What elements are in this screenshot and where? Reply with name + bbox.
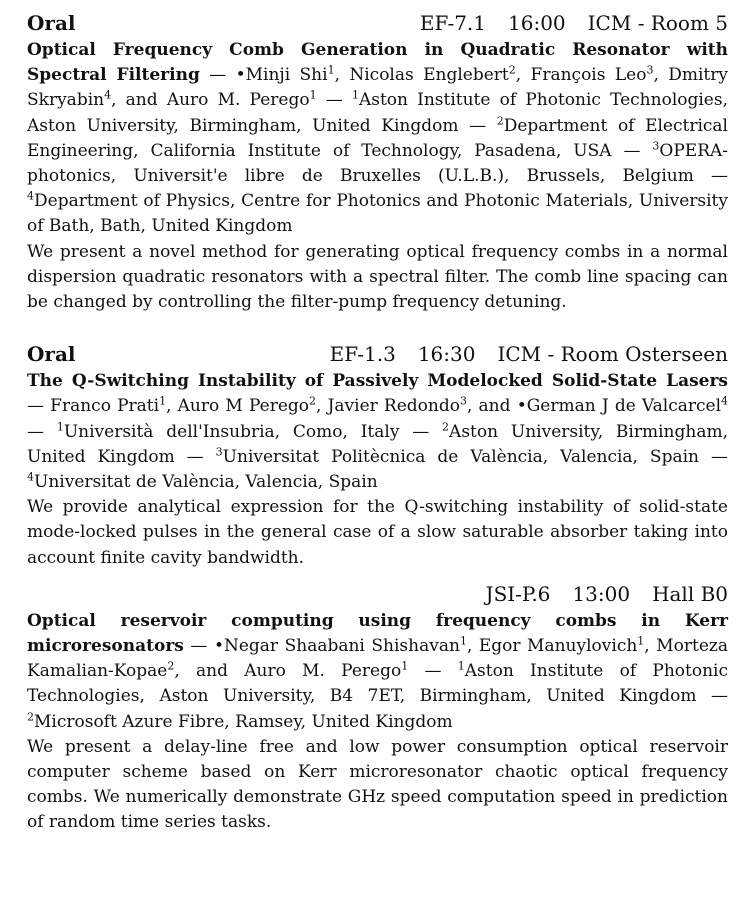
author: François Leo$^3$ [530, 63, 654, 86]
affiliation: $^2$Aston University, Birmingham, United Kingdom [27, 419, 728, 467]
affiliation: $^2$Microsoft Azure Fibre, Ramsey, United Kingdom [27, 710, 453, 732]
talk-abstract: We present a delay-line free and low power consumption optical reservoir computer scheme based on Kerr microresonator chaotic optical frequency combs. We numerically demonstrate GHz speed computation speed in prediction of random time series tasks. [27, 736, 728, 833]
session-location: Hall B0 [652, 581, 728, 606]
affiliation: $^3$OPERA-photonics, Universit'e libre de Bruxelles (U.L.B.), Brussels, Belgium [27, 139, 729, 187]
talk-meta [27, 579, 728, 609]
talk-header: Optical reservoir computing using frequency combs in Kerr microresonators — •Negar Shaabani Shishavan$^1$, Egor Manuylovich$^1$, Morteza Kamalian-Kopae$^2$, and Auro M. Perego$^1$ — $^1$Aston Institute of Photonic Technologies, Aston University, B4 7ET, Birmingham, United Kingdom — $^2$Microsoft Azure Fibre, Ramsey, United Kingdom [27, 610, 729, 732]
author: Auro M Perego$^2$ [177, 394, 317, 417]
session-time: 16:30 [417, 342, 476, 367]
author: •Negar Shaabani Shishavan$^1$ [213, 634, 467, 657]
talk-title: Optical Frequency Comb Generation in Quadratic Resonator with Spectral Filtering [27, 40, 728, 86]
session-type: Oral [27, 11, 76, 35]
session-type: Oral [27, 342, 76, 367]
author: •German J de Valcarcel$^4$ [516, 394, 729, 417]
talk-header: The Q-Switching Instability of Passively Modelocked Solid-State Lasers — Franco Prati$^1$, Auro M Perego$^2$, Javier Redondo$^3$, and •German J de Valcarcel$^4$ — $^1$Università dell'Insubria, Como, Italy — $^2$Aston University, Birmingham, United Kingdom — $^3$Universitat Politècnica de València, Valencia, Spain — $^4$Universitat de València, Valencia, Spain [27, 371, 729, 493]
talk-entry [27, 339, 728, 571]
talk-abstract: We provide analytical expression for the Q-switching instability of solid-state mode-locked pulses in the general case of a slow saturable absorber taking into account finite cavity bandwidth. [27, 497, 728, 568]
author: Nicolas Englebert$^2$ [349, 63, 516, 86]
session-time: 16:00 [508, 11, 566, 35]
affiliation: $^4$Universitat de València, Valencia, Spain [27, 470, 378, 493]
affiliation: $^3$Universitat Politècnica de València, Valencia, Spain [215, 445, 699, 467]
session-code: EF-7.1 [419, 11, 487, 35]
session-location: ICM - Room Osterseen [497, 342, 728, 367]
session-code: EF-1.3 [329, 342, 396, 367]
session-location: ICM - Room 5 [587, 11, 728, 35]
affiliation: $^1$Aston Institute of Photonic Technologies, Aston University, B4 7ET, Birmingham, United Kingdom [27, 659, 728, 707]
talk-title: Optical reservoir computing using frequency combs in Kerr microresonators [27, 610, 728, 657]
talk-entry [27, 579, 728, 836]
affiliation: $^1$Università dell'Insubria, Como, Italy [56, 419, 400, 442]
author: Auro M. Perego$^1$ [244, 659, 409, 682]
talk-meta [27, 339, 728, 369]
affiliation: $^1$Aston Institute of Photonic Technologies, Aston University, Birmingham, United Kingdom [27, 88, 728, 136]
talk-title: The Q-Switching Instability of Passively Modelocked Solid-State Lasers [27, 371, 728, 392]
author: Egor Manuylovich$^1$ [478, 634, 645, 657]
author: Dmitry Skryabin$^4$ [27, 65, 728, 111]
author: Javier Redondo$^3$ [327, 394, 467, 417]
session-time: 13:00 [572, 581, 631, 606]
author: Franco Prati$^1$ [50, 394, 167, 417]
talk-meta [27, 8, 728, 38]
talk-header: Optical Frequency Comb Generation in Quadratic Resonator with Spectral Filtering — •Minji Shi$^1$, Nicolas Englebert$^2$, François Leo$^3$, Dmitry Skryabin$^4$, and Auro M. Perego$^1$ — $^1$Aston Institute of Photonic Technologies, Aston University, Birmingham, United Kingdom — $^2$Department of Electrical Engineering, California Institute of Technology, Pasadena, USA — $^3$OPERA-photonics, Universit'e libre de Bruxelles (U.L.B.), Brussels, Belgium — $^4$Department of Physics, Centre for Photonics and Photonic Materials, University of Bath, Bath, United Kingdom [27, 40, 729, 237]
affiliation: $^4$Department of Physics, Centre for Photonics and Photonic Materials, University of Bath, Bath, United Kingdom [27, 189, 728, 237]
author: Auro M. Perego$^1$ [166, 88, 317, 111]
affiliation: $^2$Department of Electrical Engineering, California Institute of Technology, Pasadena, USA [27, 113, 728, 161]
author: •Minji Shi$^1$ [235, 63, 335, 86]
talk-abstract: We present a novel method for generating optical frequency combs in a normal dispersion quadratic resonators with a spectral filter. The comb line spacing can be changed by controlling the filter-pump frequency detuning. [27, 241, 728, 313]
talk-entry [27, 8, 728, 315]
session-code: JSI-P.6 [485, 581, 551, 606]
author: Morteza Kamalian-Kopae$^2$ [27, 636, 728, 682]
